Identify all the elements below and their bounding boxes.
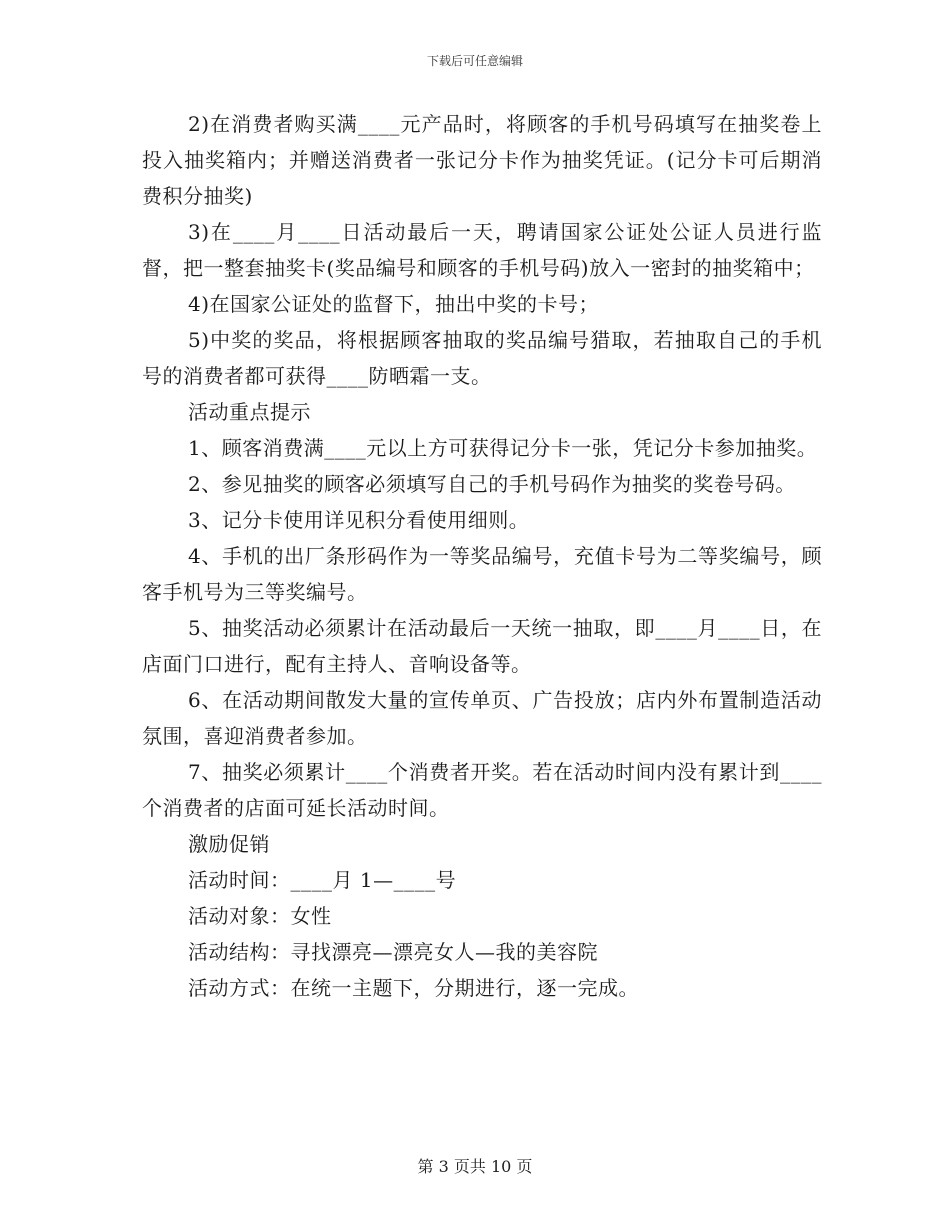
page-footer: 第 3 页共 10 页 bbox=[417, 1157, 533, 1176]
activity-structure: 活动结构：寻找漂亮—漂亮女人—我的美容院 bbox=[188, 940, 598, 964]
key-point-1: 1、顾客消费满____元以上方可获得记分卡一张，凭记分卡参加抽奖。 bbox=[188, 436, 818, 460]
key-point-2: 2、参见抽奖的顾客必须填写自己的手机号码作为抽奖的奖卷号码。 bbox=[188, 472, 796, 496]
document-body bbox=[142, 106, 822, 1006]
key-point-7: 7、抽奖必须累计____个消费者开奖。若在活动时间内没有累计到____个消费者的店面可延长活动时间。 bbox=[142, 760, 822, 820]
page-header: 下载后可任意编辑 bbox=[426, 54, 523, 68]
paragraph-4-draw: 4)在国家公证处的监督下，抽出中奖的卡号； bbox=[188, 292, 600, 316]
activity-method: 活动方式：在统一主题下，分期进行，逐一完成。 bbox=[188, 976, 639, 1000]
activity-target: 活动对象：女性 bbox=[188, 904, 332, 928]
activity-time: 活动时间：____月 1—____号 bbox=[188, 868, 457, 892]
paragraph-2-lottery-entry: 2)在消费者购买满____元产品时，将顾客的手机号码填写在抽奖卷上投入抽奖箱内；并赠送消费者一张记分卡作为抽奖凭证。(记分卡可后期消费积分抽奖) bbox=[142, 112, 822, 208]
section-heading-key-points: 活动重点提示 bbox=[188, 400, 311, 424]
key-point-3: 3、记分卡使用详见积分看使用细则。 bbox=[188, 508, 530, 532]
paragraph-3-notary-supervision: 3)在____月____日活动最后一天，聘请国家公证处公证人员进行监督，把一整套抽奖卡(奖品编号和顾客的手机号码)放入一密封的抽奖箱中； bbox=[142, 220, 822, 280]
paragraph-5-prize: 5)中奖的奖品，将根据顾客抽取的奖品编号猎取，若抽取自己的手机号的消费者都可获得____防晒霜一支。 bbox=[142, 328, 822, 388]
key-point-6: 6、在活动期间散发大量的宣传单页、广告投放；店内外布置制造活动氛围，喜迎消费者参加。 bbox=[142, 688, 822, 748]
key-point-5: 5、抽奖活动必须累计在活动最后一天统一抽取，即____月____日，在店面门口进行，配有主持人、音响设备等。 bbox=[142, 616, 822, 676]
section-heading-incentive: 激励促销 bbox=[188, 832, 270, 856]
key-point-4: 4、手机的出厂条形码作为一等奖品编号，充值卡号为二等奖编号，顾客手机号为三等奖编号。 bbox=[142, 544, 822, 604]
